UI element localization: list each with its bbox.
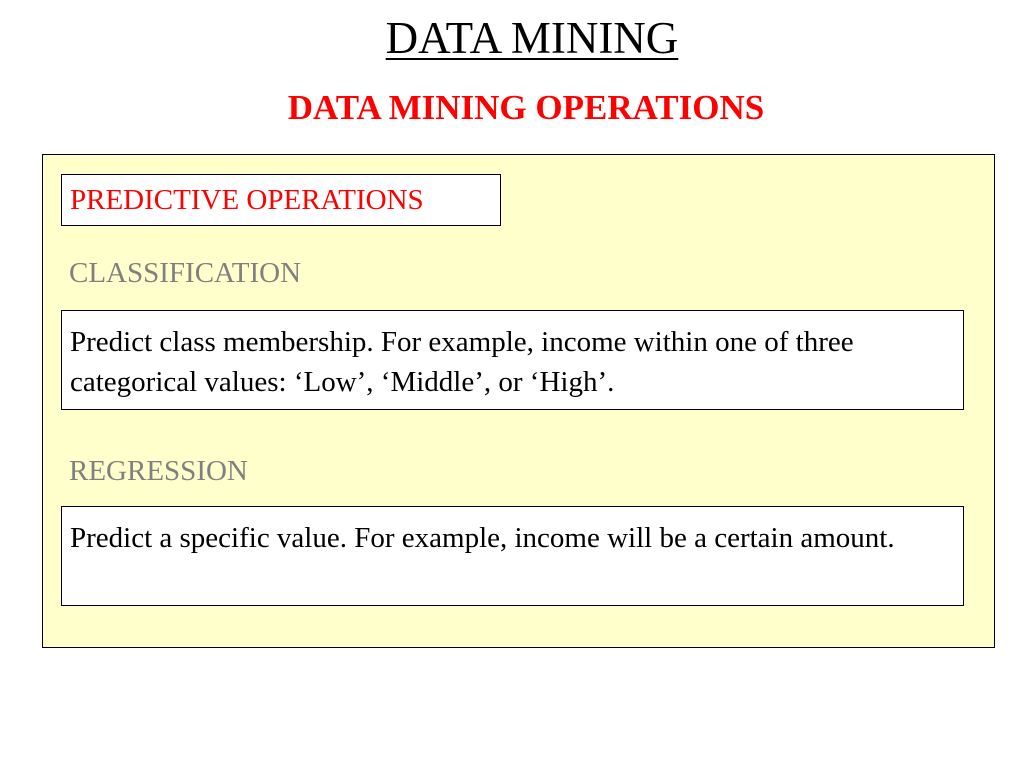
- predictive-operations-panel: [42, 154, 995, 648]
- classification-description: Predict class membership. For example, income within one of three categorical values: ‘Low’, ‘Middle’, or ‘High’.: [61, 310, 964, 410]
- regression-description: Predict a specific value. For example, income will be a certain amount.: [61, 506, 964, 606]
- slide-subtitle: DATA MINING OPERATIONS: [287, 88, 765, 127]
- slide-title: DATA MINING: [385, 13, 679, 63]
- classification-heading: CLASSIFICATION: [69, 257, 302, 289]
- regression-heading: REGRESSION: [69, 455, 248, 487]
- operation-label-box: PREDICTIVE OPERATIONS: [61, 174, 501, 226]
